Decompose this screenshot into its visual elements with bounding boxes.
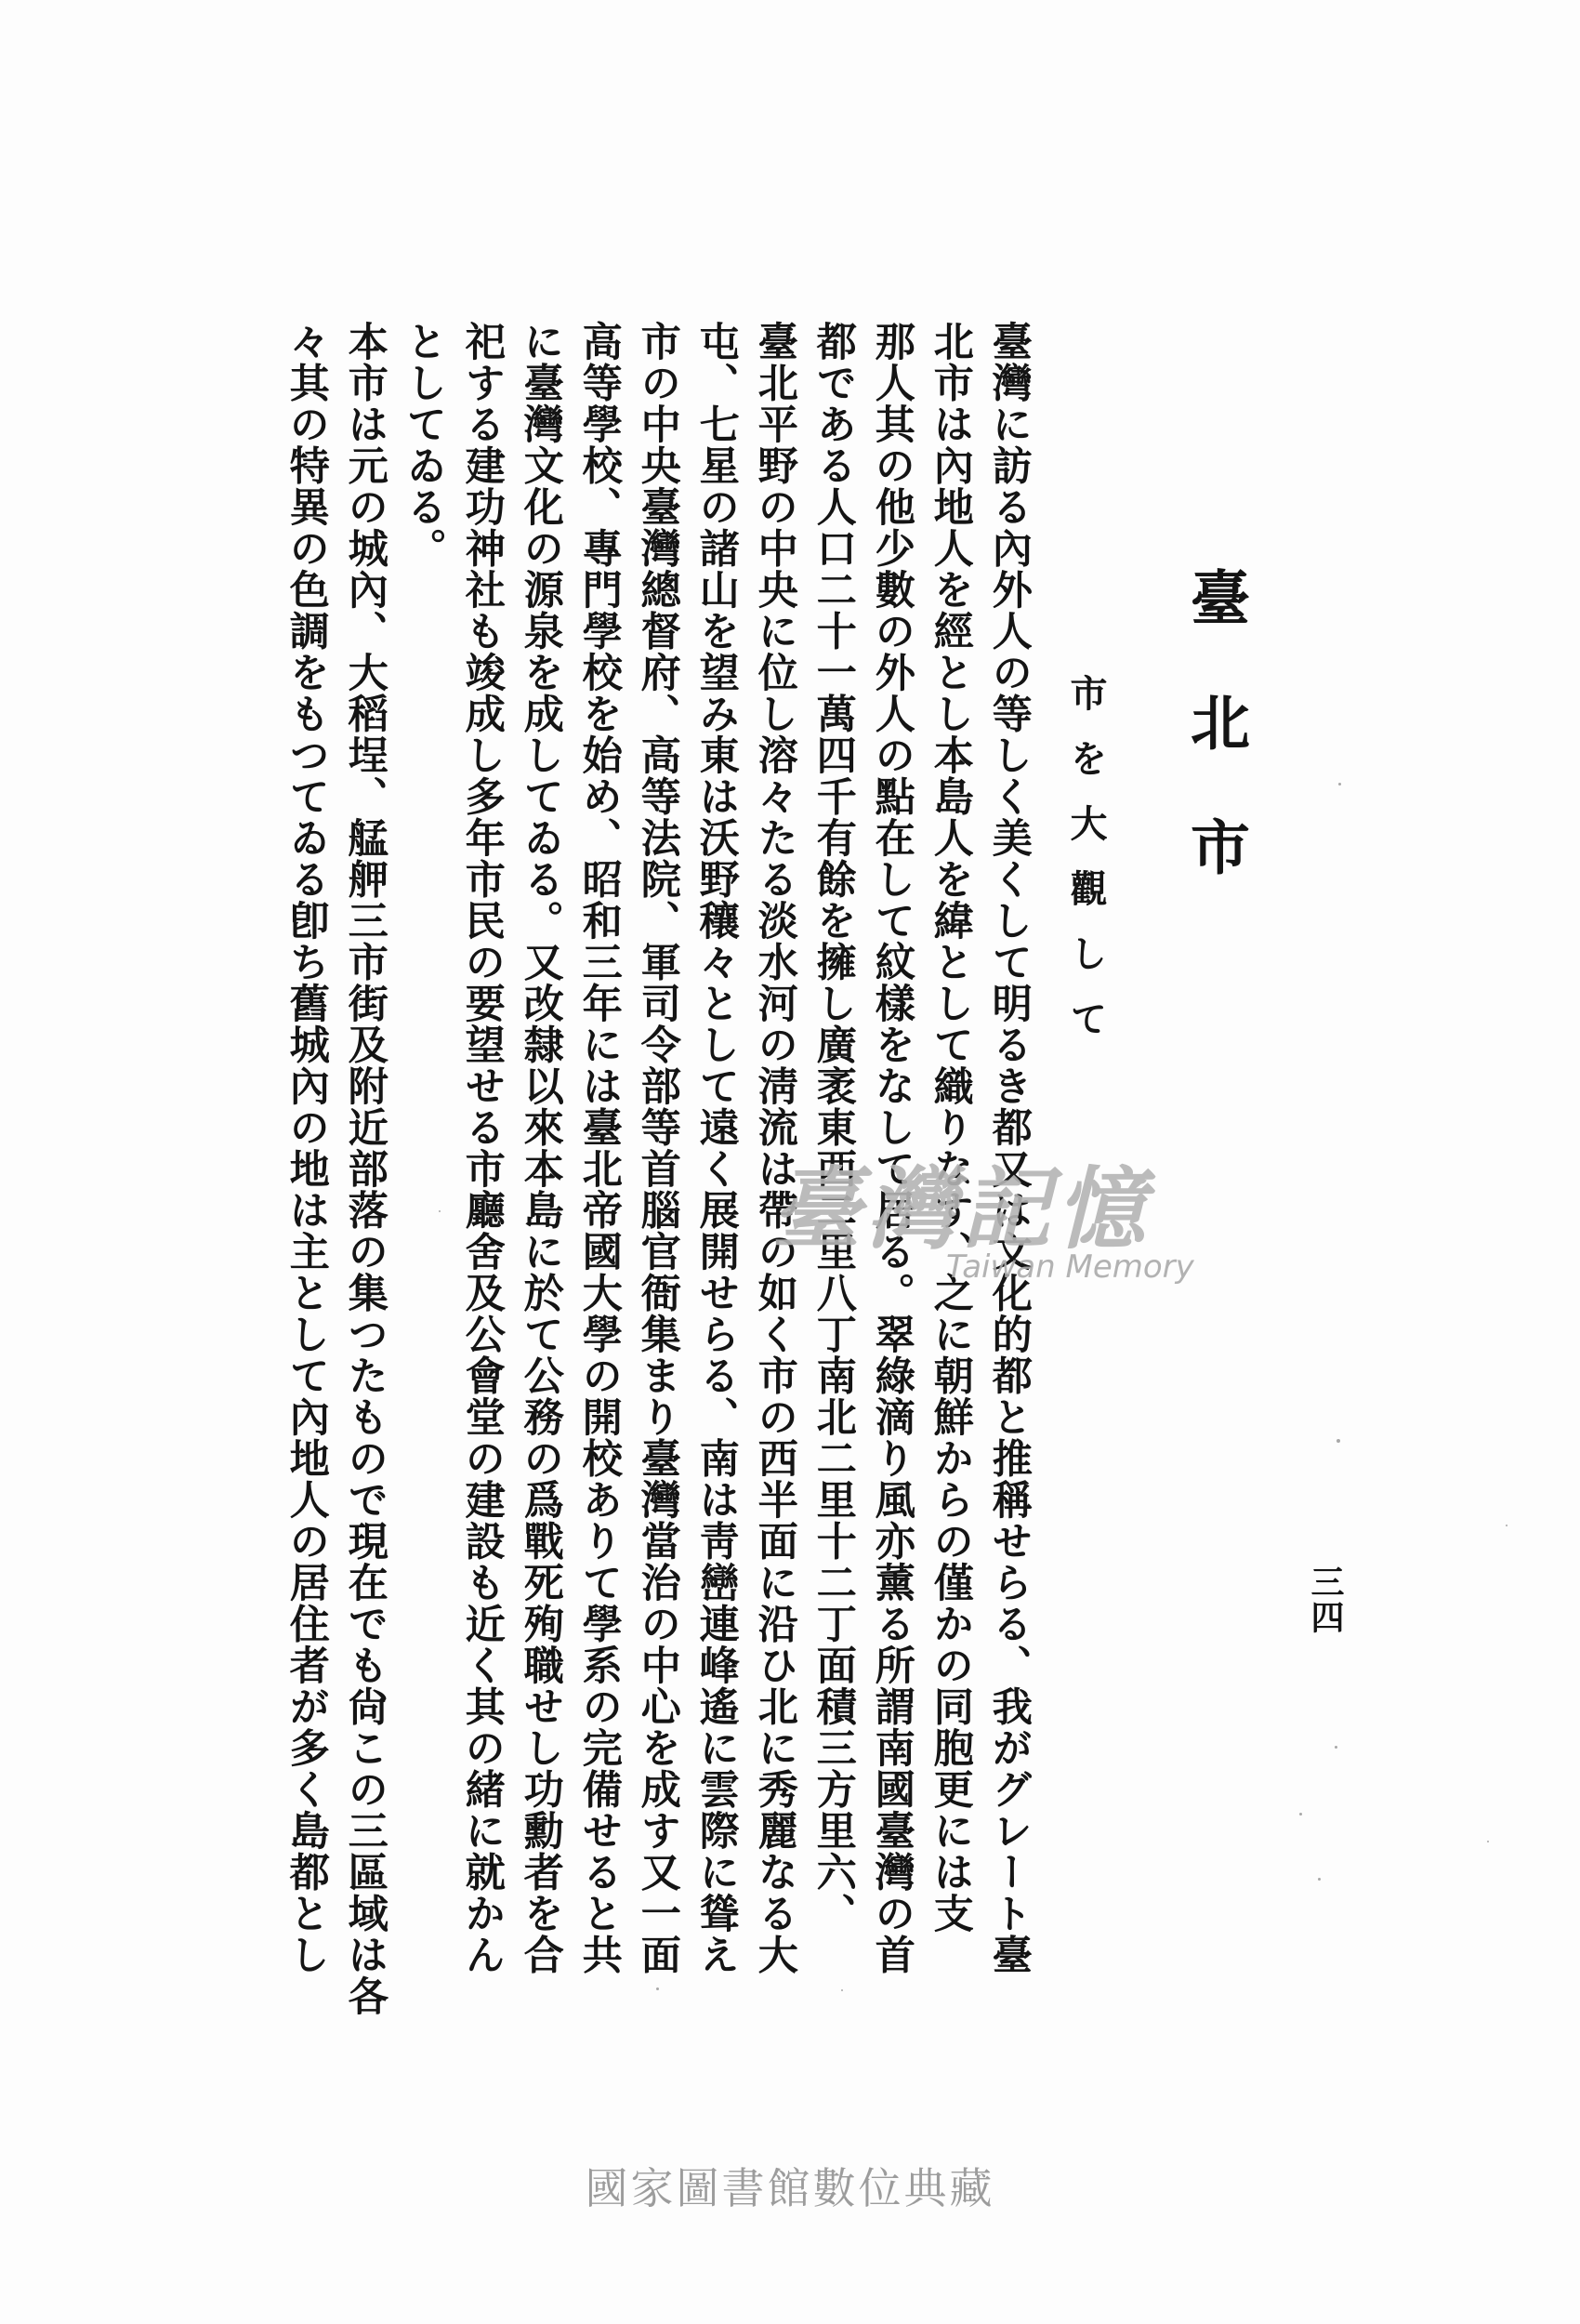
body-column-13: 々其の特異の色調をもつてゐる卽ち舊城內の地は主として內地人の居住者が多く島都とし (283, 321, 331, 1975)
watermark-subtitle: Taiwan Memory (946, 1248, 1194, 1286)
scan-speck (439, 1210, 441, 1212)
scan-speck (1336, 1439, 1340, 1443)
body-column-6: 屯、七星の諸山を望み東は沃野穰々として遠く展開せらる、南は靑巒連峰遙に雲際に聳え (692, 321, 741, 1975)
body-column-11: としてゐる。 (400, 321, 448, 569)
scan-speck (656, 1987, 659, 1990)
body-column-5: 臺北平野の中央に位し溶々たる淡水河の淸流は帶の如く市の西半面に沿ひ北に秀麗なる大 (751, 321, 799, 1975)
body-column-2: 北市は內地人を經とし本島人を緯として織りなす、之に朝鮮からの僅かの同胞更には支 (927, 321, 975, 1934)
body-column-9: に臺灣文化の源泉を成してゐる。又改隸以來本島に於て公務の爲戰死殉職せし功勳者を合 (517, 321, 565, 1975)
body-column-3: 那人其の他少數の外人の點在して紋樣をなして居る。翠綠滴り風亦薰る所謂南國臺灣の首 (868, 321, 916, 1975)
scan-speck (841, 1989, 843, 1991)
scan-speck (1299, 1813, 1302, 1816)
footer-credit: 國家圖書館數位典藏 (585, 2163, 995, 2213)
body-column-1: 臺灣に訪る內外人の等しく美くして明るき都又は文化的都と推稱せらる、我がグレート臺 (985, 321, 1034, 1975)
chapter-title: 臺北市 (1180, 567, 1250, 941)
body-column-8: 高等學校、專門學校を始め、昭和三年には臺北帝國大學の開校ありて學系の完備せると共 (575, 321, 624, 1975)
watermark-title: 臺灣記憶 (771, 1156, 1151, 1261)
scan-speck (1506, 1525, 1508, 1526)
body-column-12: 本市は元の城內、大稻埕、艋舺三市街及附近部落の集つたもので現在でも尙この三區域は各 (341, 321, 389, 2017)
scan-speck (1318, 1878, 1321, 1881)
body-column-7: 市の中央臺灣總督府、高等法院、軍司令部等首腦官衙集まり臺灣當治の中心を成す又一面 (634, 321, 682, 1975)
scan-speck (1335, 1746, 1337, 1749)
chapter-subtitle: 市を大觀して (1064, 674, 1108, 1064)
body-column-10: 祀する建功神社も竣成し多年市民の要望せる市廳舍及公會堂の建設も近く其の緒に就かん (458, 321, 507, 1975)
page-number: 三四 (1306, 1565, 1345, 1635)
scan-speck (1338, 783, 1341, 786)
scan-speck (1487, 1841, 1489, 1842)
body-column-4: 都である人口二十一萬四千有餘を擁し廣袤東西二里八丁南北二里十二丁面積三方里六、 (810, 321, 858, 1934)
